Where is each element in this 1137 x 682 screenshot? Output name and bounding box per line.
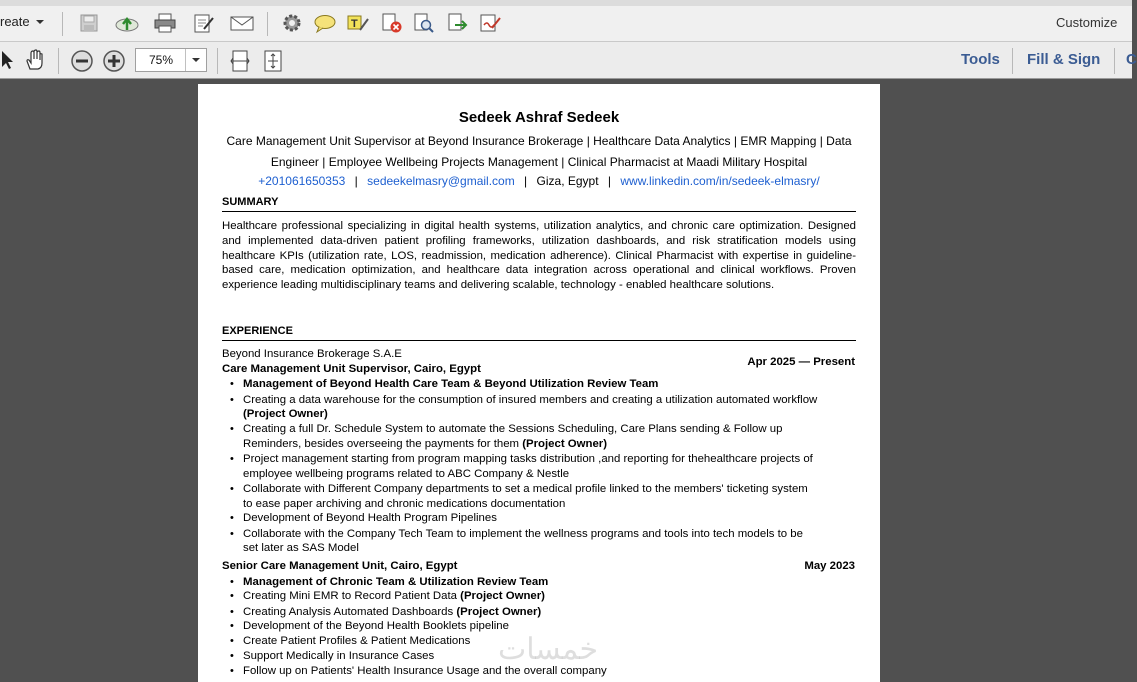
highlight-text-icon[interactable] [346,12,370,34]
job2-bullet-4: Development of the Beyond Health Booklets pipeline [243,620,509,632]
project-owner-tag: (Project Owner) [460,590,545,602]
contact-separator: | [524,174,528,188]
email-icon[interactable] [229,12,255,34]
job2-bullet-2-text: Creating Mini EMR to Record Patient Data [243,590,457,602]
fit-page-icon[interactable] [262,49,284,73]
bullet: • [230,423,234,435]
job1-bullet-1: Management of Beyond Health Care Team & Beyond Utilization Review Team [243,378,659,390]
bullet: • [230,606,234,618]
job1-bullet-7-line-1: Collaborate with the Company Tech Team to implement the wellness programs and tools into tech models to be [243,528,803,540]
bullet: • [230,590,234,602]
job1-bullet-3-line-2 [243,438,607,450]
job1-dates: Apr 2025 — Present [747,356,855,368]
job2-bullet-7: Follow up on Patients' Health Insurance Usage and the overall company [243,665,607,677]
zoom-level-value: 75% [148,53,174,67]
edit-document-icon[interactable] [192,12,216,34]
email-link[interactable]: sedeekelmasry@gmail.com [367,174,515,188]
export-document-icon[interactable] [446,12,470,34]
toolbar-divider [1114,48,1115,74]
bullet: • [230,378,234,390]
select-cursor-icon[interactable] [0,49,16,71]
bullet: • [230,620,234,632]
job2-bullet-5: Create Patient Profiles & Patient Medications [243,635,471,647]
job1-bullet-5-line-1: Collaborate with Different Company departments to set a medical profile linked to the members' ticketing system [243,483,808,495]
main-toolbar [0,6,1132,42]
job1-bullet-2-line-1: Creating a data warehouse for the consumption of insured members and creating a utilization automated workflow [243,394,818,406]
create-menu-button[interactable] [0,14,45,29]
fill-sign-label: Fill & Sign [1027,51,1101,68]
bullet: • [230,453,234,465]
toolbar-divider [217,48,218,74]
project-owner-tag: (Project Owner) [456,606,542,618]
bullet: • [230,576,234,588]
tools-pane-link[interactable] [961,51,1000,68]
zoom-level-select[interactable] [135,48,207,72]
upload-cloud-icon[interactable] [114,12,140,34]
phone-link[interactable]: +201061650353 [258,174,346,188]
headline-line-1: Care Management Unit Supervisor at Beyond Insurance Brokerage | Healthcare Data Analytics | EMR Mapping | Data [226,134,852,148]
job1-bullet-3-text: Reminders, besides overseeing the payments for them [243,438,520,450]
experience-rule [222,340,856,341]
toolbar-divider [58,48,59,74]
job1-bullet-4-line-2: employee wellbeing programs related to ABC Company & Nestle [243,468,570,480]
sign-form-icon[interactable] [478,12,502,34]
contact-separator: | [607,174,612,188]
job2-bullet-2 [243,590,545,602]
gear-icon[interactable] [281,12,303,34]
bullet: • [230,665,234,677]
chevron-down-icon [35,18,45,26]
comment-label: C [1126,51,1137,68]
navigation-toolbar [0,42,1137,79]
bullet: • [230,483,234,495]
location-text: Giza, Egypt [536,174,599,188]
customize-button[interactable] [1056,15,1117,30]
headline-line-2: Engineer | Employee Wellbeing Projects Management | Clinical Pharmacist at Maadi Military Hospital [270,155,808,169]
watermark-logo: خمسات [498,633,599,666]
job2-bullet-3 [243,606,541,618]
job1-bullet-3-line-1: Creating a full Dr. Schedule System to automate the Sessions Scheduling, Care Plans sending & Follow up [243,423,783,435]
project-owner-tag: (Project Owner) [522,438,608,450]
customize-label: Customize [1056,15,1118,30]
delete-pages-icon[interactable] [380,12,404,34]
job2-title: Senior Care Management Unit, Cairo, Egypt [222,560,458,572]
search-document-icon[interactable] [412,12,436,34]
experience-heading: EXPERIENCE [222,325,293,337]
bullet: • [230,528,234,540]
fit-width-icon[interactable] [229,49,251,73]
job2-bullet-3-text: Creating Analysis Automated Dashboards [243,606,454,618]
contact-separator: | [354,174,358,188]
toolbar-divider [267,12,268,36]
summary-rule [222,211,856,212]
fill-sign-pane-link[interactable] [1027,51,1100,68]
save-icon[interactable] [78,12,100,34]
toolbar-divider [1012,48,1013,74]
resume-name: Sedeek Ashraf Sedeek [458,109,620,126]
bullet: • [230,512,234,524]
document-page [198,84,880,682]
job1-bullet-2-line-2: (Project Owner) [243,408,328,420]
toolbar-divider [62,12,63,36]
summary-paragraph: Healthcare professional specializing in digital health systems, utilization analytics, and chronic care optimization. Designed and implemented data-driven patient profiling frameworks, utilization dashboards, and risk stratification models using healthcare KPIs (utilization rate, LOS, readmission, medication adherence). Clinical Pharmacist with expertise in guideline-based care, medication optimization, and healthcare data integration across operational and clinical workflows. Proven experience leading multidisciplinary teams and delivering scalable, technology - enabled healthcare solutions. [222,220,856,292]
job2-dates: May 2023 [804,560,855,572]
job2-bullet-1: Management of Chronic Team & Utilization Review Team [243,576,549,588]
job1-bullet-6: Development of Beyond Health Program Pipelines [243,512,497,524]
linkedin-link[interactable]: www.linkedin.com/in/sedeek-elmasry/ [620,174,820,188]
job2-bullet-6: Support Medically in Insurance Cases [243,650,435,662]
bullet: • [230,635,234,647]
tools-label: Tools [961,51,1000,68]
hand-tool-icon[interactable] [23,49,47,71]
bullet: • [230,650,234,662]
contact-line [198,174,880,188]
chevron-down-icon[interactable] [185,49,206,71]
zoom-out-icon[interactable] [70,49,94,73]
create-label: reate [0,14,30,29]
job1-company: Beyond Insurance Brokerage S.A.E [222,348,402,360]
job1-bullet-4-line-1: Project management starting from program mapping tasks distribution ,and reporting for thehealthcare projects of [243,453,813,465]
job1-bullet-5-line-2: to ease paper archiving and chronic medications documentation [243,498,566,510]
print-icon[interactable] [153,12,177,34]
comment-pane-link[interactable] [1126,51,1137,68]
svg-text:T: T [351,18,358,30]
bullet: • [230,394,234,406]
zoom-in-icon[interactable] [102,49,126,73]
comment-bubble-icon[interactable] [313,12,337,34]
job1-title: Care Management Unit Supervisor, Cairo, Egypt [222,363,481,375]
summary-heading: SUMMARY [222,196,279,208]
job1-bullet-7-line-2: set later as SAS Model [243,542,359,554]
